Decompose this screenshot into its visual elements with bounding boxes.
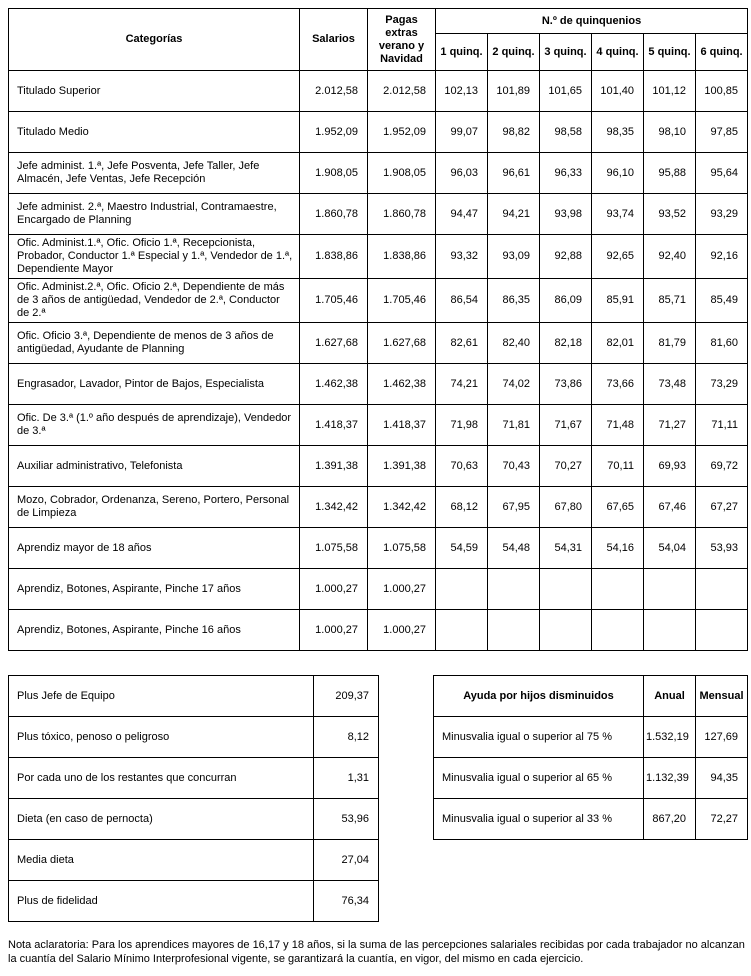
quinq-cell: 98,35	[592, 112, 644, 153]
quinq-cell: 82,40	[488, 323, 540, 364]
quinq-cell: 71,27	[644, 405, 696, 446]
category-cell: Aprendiz, Botones, Aspirante, Pinche 16 años	[9, 610, 300, 651]
quinq-5-header: 5 quinq.	[644, 34, 696, 71]
quinq-cell: 86,09	[540, 279, 592, 323]
quinq-cell: 67,27	[696, 487, 748, 528]
quinq-cell: 74,21	[436, 364, 488, 405]
quinq-cell: 96,33	[540, 153, 592, 194]
quinq-cell: 102,13	[436, 71, 488, 112]
salario-cell: 1.075,58	[300, 528, 368, 569]
table-row	[9, 112, 748, 153]
quinq-cell: 85,91	[592, 279, 644, 323]
quinq-cell: 96,10	[592, 153, 644, 194]
minusvalia-label-cell: Minusvalia igual o superior al 65 %	[434, 758, 644, 799]
plus-value-cell: 209,37	[314, 676, 379, 717]
quinq-cell: 67,46	[644, 487, 696, 528]
quinq-cell	[696, 610, 748, 651]
salario-cell: 1.000,27	[300, 569, 368, 610]
quinq-cell: 92,40	[644, 235, 696, 279]
quinq-cell	[592, 569, 644, 610]
anual-header: Anual	[644, 676, 696, 717]
quinq-cell: 101,40	[592, 71, 644, 112]
quinq-cell: 100,85	[696, 71, 748, 112]
quinq-cell: 54,31	[540, 528, 592, 569]
quinq-cell: 67,65	[592, 487, 644, 528]
pagas-cell: 1.000,27	[368, 610, 436, 651]
category-cell: Engrasador, Lavador, Pintor de Bajos, Especialista	[9, 364, 300, 405]
pagas-cell: 1.860,78	[368, 194, 436, 235]
pagas-cell: 1.952,09	[368, 112, 436, 153]
minusvalia-label-cell: Minusvalia igual o superior al 75 %	[434, 717, 644, 758]
quinq-cell: 101,65	[540, 71, 592, 112]
plus-value-cell: 27,04	[314, 840, 379, 881]
plus-label-cell: Plus tóxico, penoso o peligroso	[9, 717, 314, 758]
quinq-3-header: 3 quinq.	[540, 34, 592, 71]
mensual-header: Mensual	[696, 676, 748, 717]
pagas-cell: 1.627,68	[368, 323, 436, 364]
salario-cell: 1.952,09	[300, 112, 368, 153]
quinq-cell	[644, 610, 696, 651]
plus-value-cell: 76,34	[314, 881, 379, 922]
quinq-cell: 86,54	[436, 279, 488, 323]
salary-table	[8, 8, 748, 651]
table-row	[434, 758, 748, 799]
quinq-cell: 69,93	[644, 446, 696, 487]
salario-cell: 1.908,05	[300, 153, 368, 194]
category-cell: Aprendiz, Botones, Aspirante, Pinche 17 años	[9, 569, 300, 610]
quinq-cell	[436, 610, 488, 651]
pagas-cell: 1.342,42	[368, 487, 436, 528]
quinq-cell: 98,10	[644, 112, 696, 153]
pagas-extras-header: Pagas extras verano y Navidad	[368, 9, 436, 71]
quinq-cell: 93,09	[488, 235, 540, 279]
quinq-cell	[540, 569, 592, 610]
quinq-cell: 99,07	[436, 112, 488, 153]
pagas-cell: 1.000,27	[368, 569, 436, 610]
category-cell: Auxiliar administrativo, Telefonista	[9, 446, 300, 487]
quinq-cell: 73,86	[540, 364, 592, 405]
table-row	[9, 758, 379, 799]
quinq-cell: 53,93	[696, 528, 748, 569]
quinq-cell: 85,71	[644, 279, 696, 323]
table-row	[9, 279, 748, 323]
table-row	[9, 840, 379, 881]
table-row	[9, 799, 379, 840]
quinq-6-header: 6 quinq.	[696, 34, 748, 71]
pagas-cell: 1.462,38	[368, 364, 436, 405]
category-cell: Titulado Medio	[9, 112, 300, 153]
quinq-cell: 69,72	[696, 446, 748, 487]
mensual-cell: 127,69	[696, 717, 748, 758]
quinq-cell: 70,27	[540, 446, 592, 487]
quinq-cell: 70,43	[488, 446, 540, 487]
quinq-cell: 70,11	[592, 446, 644, 487]
salario-cell: 1.418,37	[300, 405, 368, 446]
category-cell: Jefe administ. 2.ª, Maestro Industrial, Contramaestre, Encargado de Planning	[9, 194, 300, 235]
quinq-cell: 54,48	[488, 528, 540, 569]
quinq-cell: 92,16	[696, 235, 748, 279]
quinq-cell: 95,64	[696, 153, 748, 194]
table-row	[9, 487, 748, 528]
mensual-cell: 94,35	[696, 758, 748, 799]
salario-cell: 2.012,58	[300, 71, 368, 112]
plus-label-cell: Por cada uno de los restantes que concurran	[9, 758, 314, 799]
quinq-cell: 101,89	[488, 71, 540, 112]
category-cell: Jefe administ. 1.ª, Jefe Posventa, Jefe Taller, Jefe Almacén, Jefe Ventas, Jefe Recepción	[9, 153, 300, 194]
salario-cell: 1.342,42	[300, 487, 368, 528]
ayuda-header-row	[434, 676, 748, 717]
anual-cell: 1.132,39	[644, 758, 696, 799]
quinq-cell: 82,01	[592, 323, 644, 364]
table-row	[9, 235, 748, 279]
table-row	[9, 528, 748, 569]
quinq-cell: 93,52	[644, 194, 696, 235]
quinq-cell: 71,67	[540, 405, 592, 446]
quinq-cell	[436, 569, 488, 610]
quinq-cell: 54,04	[644, 528, 696, 569]
quinq-cell: 54,59	[436, 528, 488, 569]
salario-cell: 1.000,27	[300, 610, 368, 651]
quinq-cell: 81,79	[644, 323, 696, 364]
plus-label-cell: Plus de fidelidad	[9, 881, 314, 922]
pagas-cell: 1.908,05	[368, 153, 436, 194]
quinq-cell: 82,61	[436, 323, 488, 364]
quinq-cell: 93,98	[540, 194, 592, 235]
categorias-header: Categorías	[9, 9, 300, 71]
quinq-cell: 71,11	[696, 405, 748, 446]
pagas-cell: 1.391,38	[368, 446, 436, 487]
table-row	[434, 799, 748, 840]
category-cell: Ofic. Oficio 3.ª, Dependiente de menos de 3 años de antigüedad, Ayudante de Planning	[9, 323, 300, 364]
plus-value-cell: 53,96	[314, 799, 379, 840]
quinq-cell: 73,48	[644, 364, 696, 405]
quinq-cell: 93,29	[696, 194, 748, 235]
salario-cell: 1.391,38	[300, 446, 368, 487]
quinq-cell: 93,32	[436, 235, 488, 279]
salario-cell: 1.860,78	[300, 194, 368, 235]
quinq-cell: 73,66	[592, 364, 644, 405]
quinq-cell: 71,98	[436, 405, 488, 446]
mensual-cell: 72,27	[696, 799, 748, 840]
table-row	[9, 569, 748, 610]
pagas-cell: 1.075,58	[368, 528, 436, 569]
quinq-cell: 95,88	[644, 153, 696, 194]
plus-value-cell: 1,31	[314, 758, 379, 799]
category-cell: Ofic. Administ.2.ª, Ofic. Oficio 2.ª, Dependiente de más de 3 años de antigüedad, Vendedor de 2.ª, Conductor de 2.ª	[9, 279, 300, 323]
quinq-cell: 82,18	[540, 323, 592, 364]
salario-cell: 1.627,68	[300, 323, 368, 364]
quinq-cell	[488, 569, 540, 610]
plus-label-cell: Plus Jefe de Equipo	[9, 676, 314, 717]
salary-table-header-row	[9, 9, 748, 34]
quinq-cell: 81,60	[696, 323, 748, 364]
quinq-cell: 94,47	[436, 194, 488, 235]
quinq-cell: 67,95	[488, 487, 540, 528]
category-cell: Ofic. Administ.1.ª, Ofic. Oficio 1.ª, Recepcionista, Probador, Conductor 1.ª Especial y 1.ª, Vendedor de 1.ª, Dependiente Mayor	[9, 235, 300, 279]
anual-cell: 867,20	[644, 799, 696, 840]
salario-cell: 1.838,86	[300, 235, 368, 279]
category-cell: Ofic. De 3.ª (1.º año después de aprendizaje), Vendedor de 3.ª	[9, 405, 300, 446]
quinq-cell: 86,35	[488, 279, 540, 323]
plus-label-cell: Dieta (en caso de pernocta)	[9, 799, 314, 840]
pagas-cell: 1.838,86	[368, 235, 436, 279]
salario-cell: 1.705,46	[300, 279, 368, 323]
quinq-cell	[644, 569, 696, 610]
anual-cell: 1.532,19	[644, 717, 696, 758]
quinq-cell: 94,21	[488, 194, 540, 235]
pagas-cell: 1.705,46	[368, 279, 436, 323]
quinquenios-header: N.º de quinquenios	[436, 9, 748, 34]
quinq-cell: 96,61	[488, 153, 540, 194]
quinq-cell: 54,16	[592, 528, 644, 569]
quinq-cell: 85,49	[696, 279, 748, 323]
table-row	[9, 323, 748, 364]
quinq-4-header: 4 quinq.	[592, 34, 644, 71]
table-row	[9, 364, 748, 405]
table-row	[9, 717, 379, 758]
pluses-table	[8, 675, 379, 922]
table-row	[9, 881, 379, 922]
quinq-2-header: 2 quinq.	[488, 34, 540, 71]
quinq-cell: 98,58	[540, 112, 592, 153]
salarios-header: Salarios	[300, 9, 368, 71]
salario-cell: 1.462,38	[300, 364, 368, 405]
quinq-cell	[540, 610, 592, 651]
quinq-cell: 71,81	[488, 405, 540, 446]
quinq-cell: 70,63	[436, 446, 488, 487]
quinq-cell	[592, 610, 644, 651]
plus-label-cell: Media dieta	[9, 840, 314, 881]
category-cell: Titulado Superior	[9, 71, 300, 112]
category-cell: Mozo, Cobrador, Ordenanza, Sereno, Portero, Personal de Limpieza	[9, 487, 300, 528]
minusvalia-label-cell: Minusvalia igual o superior al 33 %	[434, 799, 644, 840]
pagas-cell: 2.012,58	[368, 71, 436, 112]
quinq-cell	[696, 569, 748, 610]
table-row	[9, 446, 748, 487]
category-cell: Aprendiz mayor de 18 años	[9, 528, 300, 569]
quinq-cell: 93,74	[592, 194, 644, 235]
table-row	[9, 194, 748, 235]
quinq-cell: 92,88	[540, 235, 592, 279]
quinq-cell: 71,48	[592, 405, 644, 446]
ayuda-title-header: Ayuda por hijos disminuidos	[434, 676, 644, 717]
ayuda-hijos-table	[433, 675, 748, 840]
plus-value-cell: 8,12	[314, 717, 379, 758]
footnote: Nota aclaratoria: Para los aprendices mayores de 16,17 y 18 años, si la suma de las percepciones salariales recibidas por cada trabajador no alcanzan la cuantía del Salario Mínimo Interprofesional vigente, se garantizará la cuantía, en vigor, del mismo en cada ejercicio.	[8, 939, 745, 965]
quinq-cell: 101,12	[644, 71, 696, 112]
quinq-1-header: 1 quinq.	[436, 34, 488, 71]
quinq-cell: 92,65	[592, 235, 644, 279]
pagas-cell: 1.418,37	[368, 405, 436, 446]
quinq-cell	[488, 610, 540, 651]
table-row	[9, 405, 748, 446]
quinq-cell: 98,82	[488, 112, 540, 153]
quinq-cell: 96,03	[436, 153, 488, 194]
table-row	[9, 610, 748, 651]
quinq-cell: 73,29	[696, 364, 748, 405]
quinq-cell: 74,02	[488, 364, 540, 405]
quinq-cell: 67,80	[540, 487, 592, 528]
table-row	[9, 71, 748, 112]
quinq-cell: 97,85	[696, 112, 748, 153]
table-row	[9, 676, 379, 717]
table-row	[434, 717, 748, 758]
table-row	[9, 153, 748, 194]
quinq-cell: 68,12	[436, 487, 488, 528]
